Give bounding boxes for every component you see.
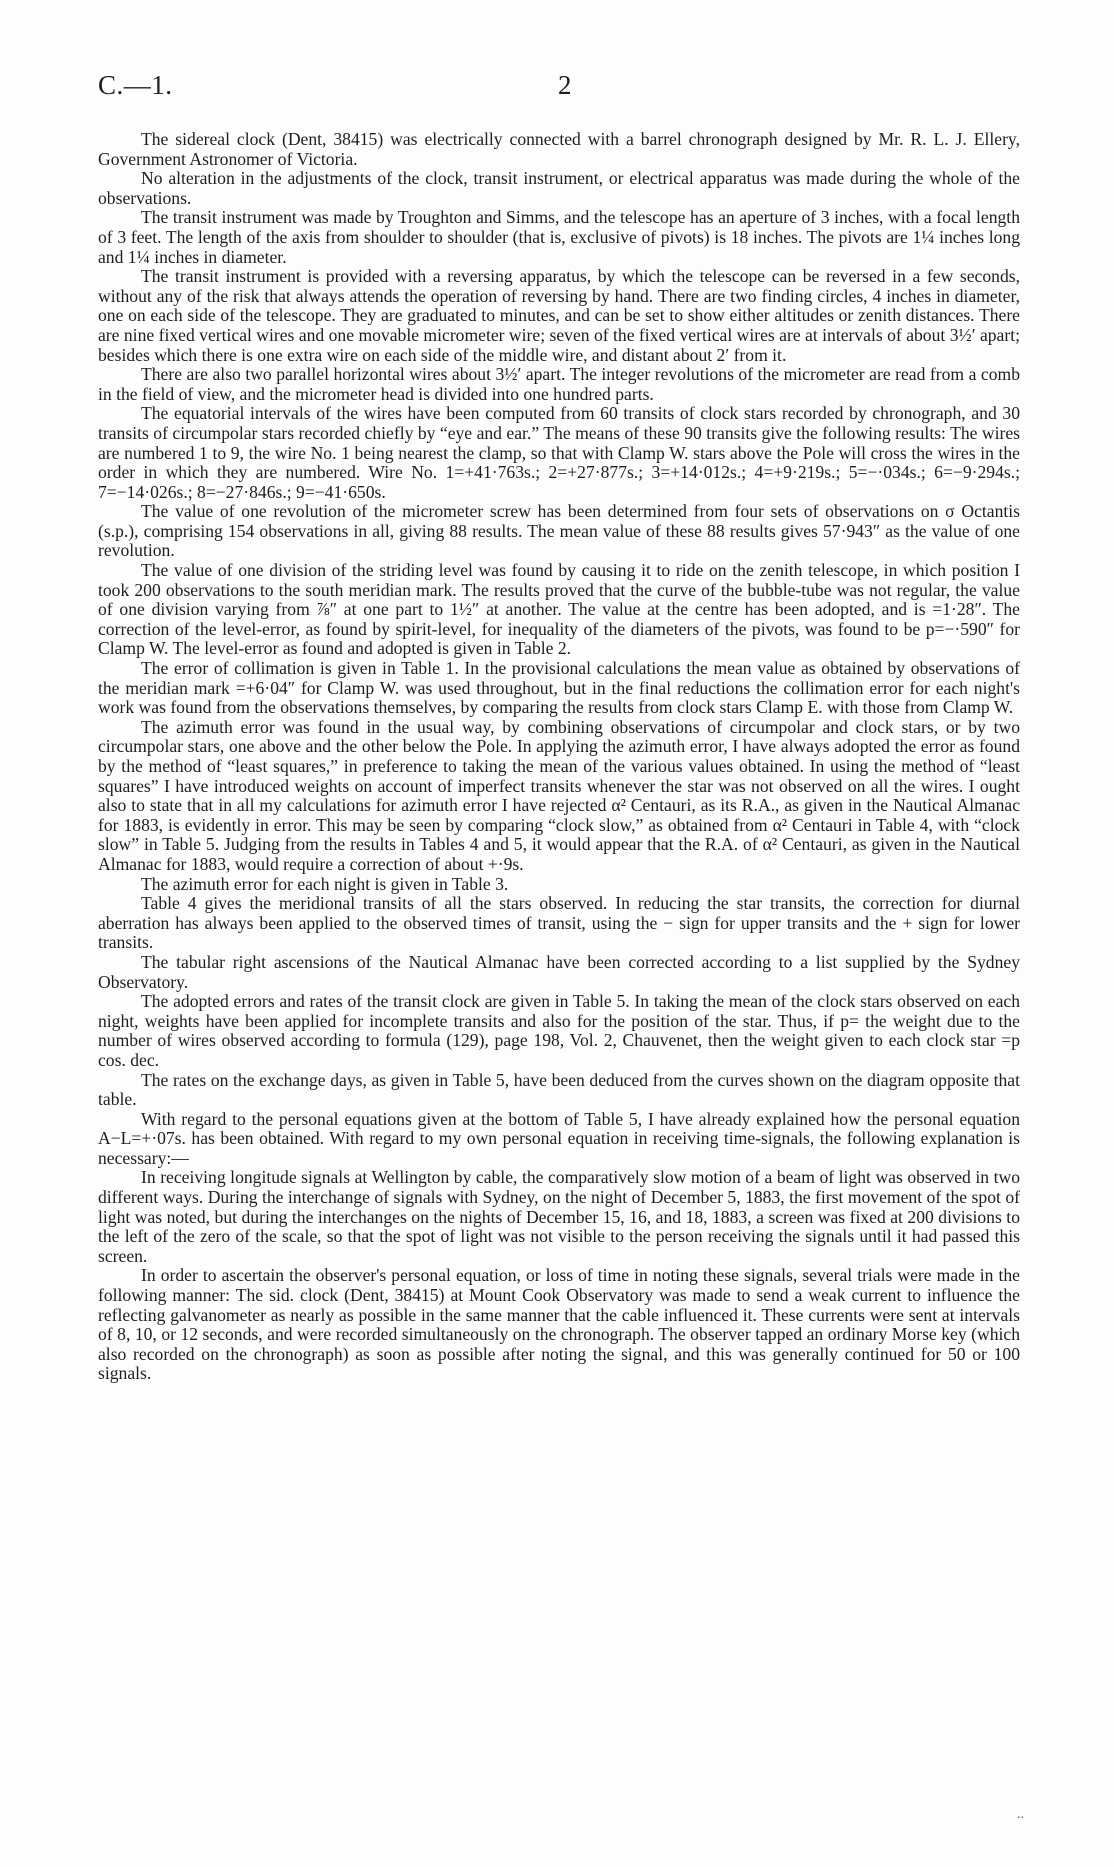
paragraph-clock-errors: The adopted errors and rates of the transit clock are given in Table 5. In taking the mean of the clock stars observed on each night, weights have been applied for incomplete transits and also for the position of the star. Thus, if p= the weight due to the number of wires observed according to formula (129), page 198, Vol. 2, Chauvenet, then the weight given to each clock star =p cos. dec.	[98, 991, 1020, 1070]
paragraph-longitude-signals: In receiving longitude signals at Wellington by cable, the comparatively slow motion of a beam of light was observed in two different ways. During the interchange of signals with Sydney, on the night of December 5, 1883, the first movement of the spot of light was noted, but during the interchanges on the nights of December 15, 16, and 18, 1883, a screen was fixed at 200 divisions to the left of the zero of the scale, so that the spot of light was not visible to the person receiving the signals until it had passed this screen.	[98, 1167, 1020, 1266]
paragraph-clock: The sidereal clock (Dent, 38415) was electrically connected with a barrel chronograph designed by Mr. R. L. J. Ellery, Government Astronomer of Victoria.	[98, 129, 1020, 169]
paragraph-reversing-apparatus: The transit instrument is provided with a reversing apparatus, by which the telescope can be reversed in a few seconds, without any of the risk that always attends the operation of reversing by hand. There are two finding circles, 4 inches in diameter, one on each side of the telescope. They are graduated to minutes, and can be set to show either altitudes or zenith distances. There are nine fixed vertical wires and one movable micrometer wire; seven of the fixed vertical wires are at intervals of about 3½′ apart; besides which there is one extra wire on each side of the middle wire, and distant about 2′ from it.	[98, 266, 1020, 365]
paragraph-no-alteration: No alteration in the adjustments of the clock, transit instrument, or electrical apparatus was made during the whole of the observations.	[98, 168, 1020, 208]
paragraph-observer-trials: In order to ascertain the observer's personal equation, or loss of time in noting these signals, several trials were made in the following manner: The sid. clock (Dent, 38415) at Mount Cook Observatory was made to send a weak current to influence the reflecting galvanometer as nearly as possible in the same manner that the cable influenced it. These currents were sent at intervals of 8, 10, or 12 seconds, and were recorded simultaneously on the chronograph. The observer tapped an ordinary Morse key (which also recorded on the chronograph) as soon as possible after noting the signal, and this was generally continued for 50 or 100 signals.	[98, 1265, 1020, 1384]
document-identifier: C.—1.	[98, 70, 173, 100]
page-number: 2	[558, 70, 572, 100]
paragraph-striding-level: The value of one division of the striding level was found by causing it to ride on the zenith telescope, in which position I took 200 observations to the south meridian mark. The results proved that the curve of the bubble-tube was not regular, the value of one division varying from ⅞″ at one part to 1½″ at another. The value at the centre has been adopted, and is =1·28″. The correction of the level-error, as found by spirit-level, for inequality of the diameters of the pivots, was found to be p=−·590″ for Clamp W. The level-error as found and adopted is given in Table 2.	[98, 560, 1020, 659]
paragraph-right-ascensions: The tabular right ascensions of the Nautical Almanac have been corrected according to a list supplied by the Sydney Observatory.	[98, 951, 1020, 992]
paragraph-personal-equations: With regard to the personal equations given at the bottom of Table 5, I have already explained how the personal equation A−L=+·07s. has been obtained. With regard to my own personal equation in receiving time-signals, the following explanation is necessary:—	[98, 1108, 1020, 1168]
paragraph-transit-instrument: The transit instrument was made by Troughton and Simms, and the telescope has an aperture of 3 inches, with a focal length of 3 feet. The length of the axis from shoulder to shoulder (that is, exclusive of pivots) is 18 inches. The pivots are 1¼ inches long and 1¼ inches in diameter.	[98, 207, 1020, 267]
document-body	[98, 130, 1020, 1384]
paragraph-azimuth-error: The azimuth error was found in the usual way, by combining observations of circumpolar and clock stars, or by two circumpolar stars, one above and the other below the Pole. In applying the azimuth error, I have always adopted the error as found by the method of “least squares,” in preference to taking the mean of the various values obtained. In using the method of “least squares” I have introduced weights on account of imperfect transits whenever the star was not observed on all the wires. I ought also to state that in all my calculations for azimuth error I have rejected α² Centauri, as its R.A., as given in the Nautical Almanac for 1883, is evidently in error. This may be seen by comparing “clock slow,” as obtained from α² Centauri in Table 4, with “clock slow” in Table 5. Judging from the results in Tables 4 and 5, it would appear that the R.A. of α² Centauri, as given in the Nautical Almanac for 1883, would require a correction of about +·9s.	[98, 716, 1020, 874]
paragraph-azimuth-table: The azimuth error for each night is given in Table 3.	[141, 873, 509, 894]
paragraph-equatorial-intervals: The equatorial intervals of the wires have been computed from 60 transits of clock stars recorded by chronograph, and 30 transits of circumpolar stars recorded chiefly by “eye and ear.” The means of these 90 transits give the following results: The wires are numbered 1 to 9, the wire No. 1 being nearest the clamp, so that with Clamp W. stars above the Pole will cross the wires in the order in which they are numbered. Wire No. 1=+41·763s.; 2=+27·877s.; 3=+14·012s.; 4=+9·219s.; 5=−·034s.; 6=−9·294s.; 7=−14·026s.; 8=−27·846s.; 9=−41·650s.	[98, 403, 1020, 502]
paragraph-horizontal-wires: There are also two parallel horizontal wires about 3½′ apart. The integer revolutions of the micrometer are read from a comb in the field of view, and the micrometer head is divided into one hundred parts.	[98, 364, 1020, 404]
page-corner-mark: ..	[1017, 1807, 1024, 1822]
paragraph-collimation: The error of collimation is given in Table 1. In the provisional calculations the mean value as obtained by observations of the meridian mark =+6·04″ for Clamp W. was used throughout, but in the final reductions the collimation error for each night's work was found from the observations themselves, by comparing the results from clock stars Clamp E. with those from Clamp W.	[98, 658, 1020, 718]
page-header	[98, 70, 1016, 110]
paragraph-exchange-rates: The rates on the exchange days, as given in Table 5, have been deduced from the curves shown on the diagram opposite that table.	[98, 1069, 1020, 1110]
paragraph-micrometer-revolution: The value of one revolution of the micrometer screw has been determined from four sets of observations on σ Octantis (s.p.), comprising 154 observations in all, giving 88 results. The mean value of these 88 results gives 57·943″ as the value of one revolution.	[98, 501, 1020, 561]
paragraph-meridional-transits: Table 4 gives the meridional transits of all the stars observed. In reducing the star transits, the correction for diurnal aberration has always been applied to the observed times of transit, using the − sign for upper transits and the + sign for lower transits.	[98, 893, 1020, 953]
